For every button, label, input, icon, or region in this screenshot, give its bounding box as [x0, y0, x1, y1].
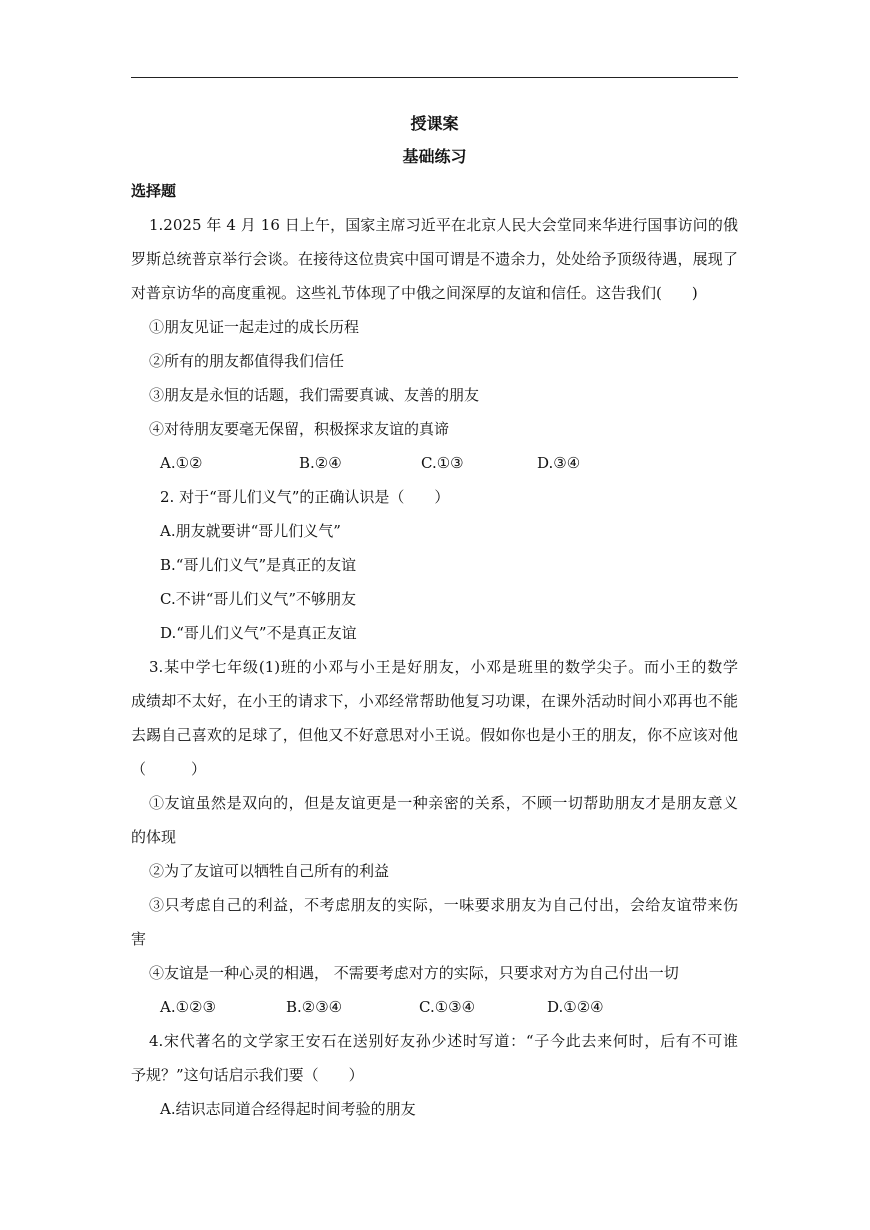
- q1-stem-line-3: 对普京访华的高度重视。这些礼节体现了中俄之间深厚的友谊和信任。这告我们( ): [131, 284, 698, 302]
- page-subtitle: 基础练习: [402, 147, 467, 166]
- q1-item-4: ④对待朋友要毫无保留，积极探求友谊的真谛: [149, 420, 450, 438]
- q1-stem-line-2: 罗斯总统普京举行会谈。在接待这位贵宾中国可谓是不遗余力，处处给予顶级待遇，展现了: [131, 250, 738, 268]
- q1-item-1: ①朋友见证一起走过的成长历程: [149, 318, 360, 336]
- q3-stem-line-3: 去踢自己喜欢的足球了，但他又不好意思对小王说。假如你也是小王的朋友，你不应该对他: [131, 726, 738, 744]
- q2-option-c: C.不讲“哥儿们义气”不够朋友: [160, 590, 357, 608]
- q1-item-3: ③朋友是永恒的话题，我们需要真诚、友善的朋友: [149, 386, 480, 404]
- q3-item-3-line-2: 害: [131, 930, 147, 948]
- q3-item-2: ②为了友谊可以牺牲自己所有的利益: [149, 862, 390, 880]
- q3-stem-line-2: 成绩却不太好，在小王的请求下，小邓经常帮助他复习功课，在课外活动时间小邓再也不能: [131, 692, 738, 710]
- q4-stem-line-2: 予规？”这句话启示我们要（ ）: [131, 1066, 364, 1084]
- q4-stem-line-1: 4.宋代著名的文学家王安石在送别好友孙少述时写道：“子今此去来何时，后有不可谁: [149, 1032, 738, 1050]
- q2-stem: 2. 对于“哥儿们义气”的正确认识是（ ）: [160, 488, 450, 506]
- q3-option-b: B.②③④: [286, 998, 343, 1016]
- q1-option-d: D.③④: [537, 454, 581, 472]
- page-title: 授课案: [410, 114, 459, 133]
- q4-option-a: A.结识志同道合经得起时间考验的朋友: [160, 1100, 416, 1118]
- q3-option-a: A.①②③: [160, 998, 216, 1016]
- q3-stem-line-4: （ ）: [131, 760, 207, 778]
- q3-item-3-line-1: ③只考虑自己的利益，不考虑朋友的实际，一味要求朋友为自己付出，会给友谊带来伤: [149, 896, 738, 914]
- section-heading: 选择题: [131, 182, 177, 200]
- q2-option-a: A.朋友就要讲“哥儿们义气”: [160, 522, 341, 540]
- q2-option-d: D.“哥儿们义气”不是真正友谊: [160, 624, 357, 642]
- q3-stem-line-1: 3.某中学七年级(1)班的小邓与小王是好朋友，小邓是班里的数学尖子。而小王的数学: [149, 658, 738, 676]
- q3-item-1-line-2: 的体现: [131, 828, 177, 846]
- q3-item-4: ④友谊是一种心灵的相遇， 不需要考虑对方的实际，只要求对方为自己付出一切: [149, 964, 679, 982]
- q1-stem-line-1: 1.2025 年 4 月 16 日上午，国家主席习近平在北京人民大会堂同来华进行国事访问的俄: [149, 216, 738, 234]
- q3-item-1-line-1: ①友谊虽然是双向的，但是友谊更是一种亲密的关系，不顾一切帮助朋友才是朋友意义: [149, 794, 738, 812]
- q2-option-b: B.“哥儿们义气”是真正的友谊: [160, 556, 357, 574]
- q3-option-d: D.①②④: [547, 998, 604, 1016]
- q1-option-a: A.①②: [160, 454, 203, 472]
- q1-option-c: C.①③: [421, 454, 464, 472]
- header-rule: [131, 77, 738, 78]
- q1-option-b: B.②④: [299, 454, 342, 472]
- q1-item-2: ②所有的朋友都值得我们信任: [149, 352, 345, 370]
- q3-option-c: C.①③④: [419, 998, 476, 1016]
